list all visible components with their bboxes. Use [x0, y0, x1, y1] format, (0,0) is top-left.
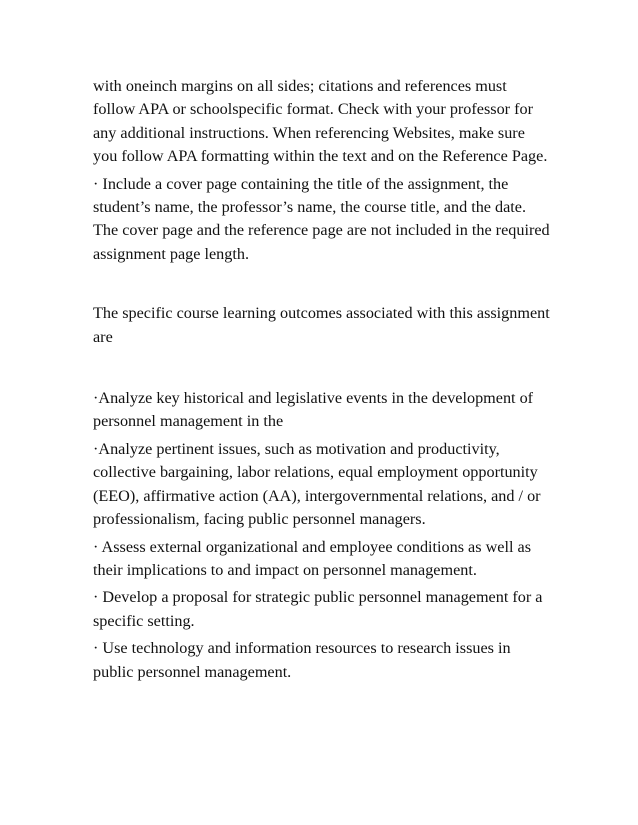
paragraph-formatting-instructions: with oneinch margins on all sides; citations and references must follow APA or schoolspecific format. Check with your professor for any additional instructions. When referencing Websites, make sure you follow APA formatting within the text and on the Reference Page.	[93, 77, 548, 166]
bullet-outcome-historical-events: ·Analyze key historical and legislative events in the development of personnel management in the	[93, 389, 534, 431]
paragraph-spacer	[93, 349, 553, 387]
paragraph-spacer	[93, 266, 553, 302]
paragraph-learning-outcomes-intro: The specific course learning outcomes associated with this assignment are	[93, 304, 550, 346]
bullet-cover-page: · Include a cover page containing the title of the assignment, the student’s name, the professor’s name, the course title, and the date. The cover page and the reference page are not included in the required assignment page length.	[93, 174, 550, 263]
bullet-outcome-external-conditions: · Assess external organizational and employee conditions as well as their implications to and impact on personnel management.	[93, 537, 531, 579]
bullet-outcome-technology-resources: · Use technology and information resources to research issues in public personnel management.	[93, 639, 511, 681]
bullet-outcome-pertinent-issues: ·Analyze pertinent issues, such as motivation and productivity, collective bargaining, labor relations, equal employment opportunity (EEO), affirmative action (AA), intergovernmental relations, and / or professionalism, facing public personnel managers.	[93, 439, 541, 529]
document-body	[93, 75, 553, 684]
bullet-outcome-strategic-proposal: · Develop a proposal for strategic public personnel management for a specific setting.	[93, 588, 543, 630]
